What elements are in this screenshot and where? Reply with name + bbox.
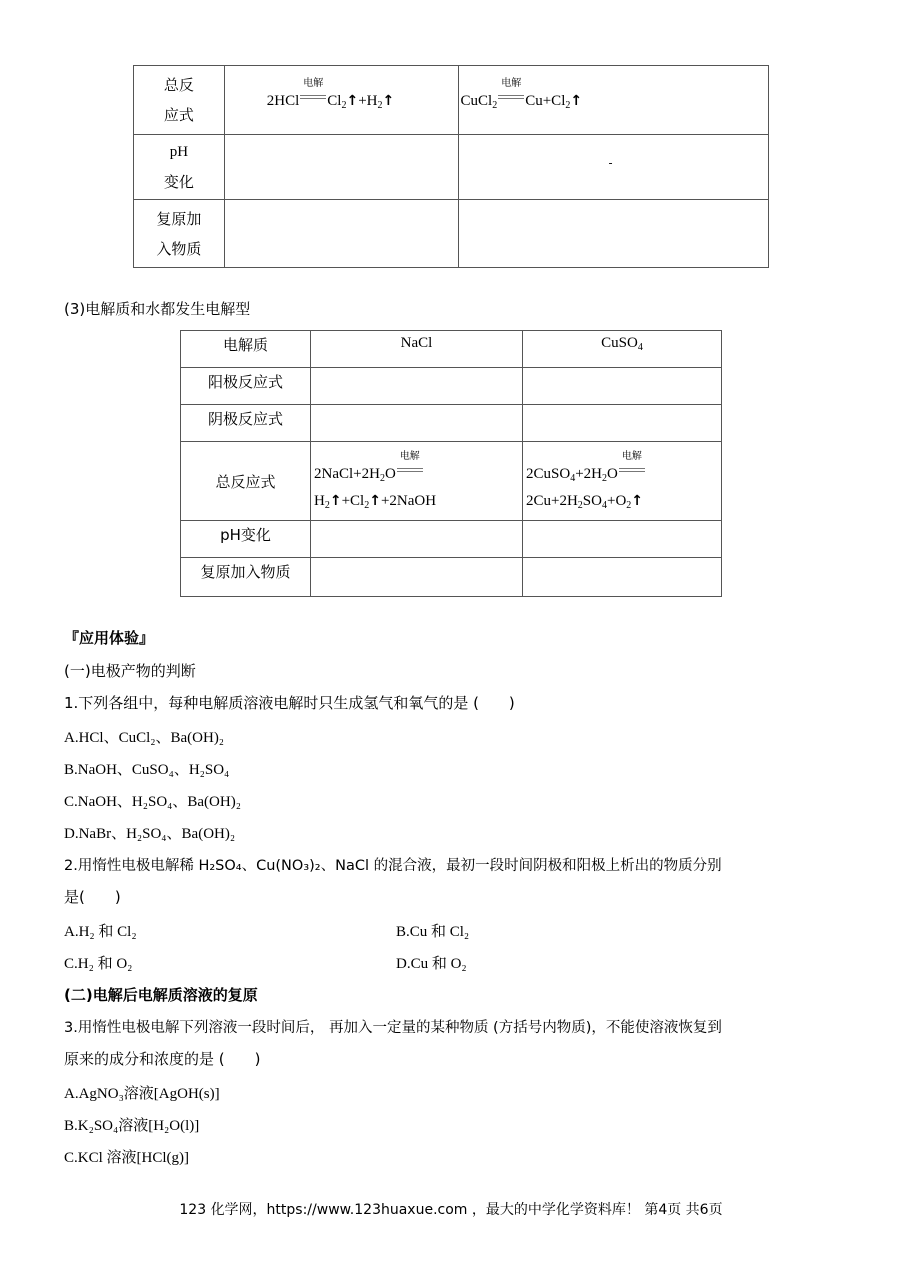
eq-sub: 2	[377, 100, 383, 111]
gas-up-arrow-icon: ↑	[382, 93, 395, 109]
gas-up-arrow-icon: ↑	[346, 93, 359, 109]
label-line: 入物质	[156, 239, 202, 258]
q3-option-b: B.K₂SO₄溶液[H₂O(l)]	[64, 1118, 200, 1134]
eq-text: 2NaCl+2H	[314, 465, 380, 482]
eq-text: O	[384, 465, 396, 482]
eq-text: Cl	[327, 93, 342, 109]
apply-section-title: 『应用体验』	[64, 629, 155, 647]
electrolysis-condition	[396, 450, 424, 477]
eq-sub: 2	[379, 472, 385, 484]
label-line: pH	[169, 144, 189, 160]
eq-text: O	[606, 465, 618, 482]
eq-text: +2H	[575, 465, 602, 482]
eq-sub: 2	[565, 100, 571, 111]
table-cell	[224, 135, 458, 200]
row-label-restore-substance	[134, 200, 225, 268]
eq-sub: 2	[341, 100, 347, 111]
eq-sub: 4	[601, 499, 607, 511]
table-cell	[458, 135, 768, 200]
electrolysis-table-both	[180, 330, 722, 597]
table-cell	[523, 521, 722, 558]
label-line: 应式	[163, 106, 194, 124]
nacl-total-equation	[311, 442, 523, 521]
table-cell	[523, 558, 722, 597]
subsection-title: (二)电解后电解质溶液的复原	[64, 986, 258, 1004]
row-label-cathode: 阴极反应式	[181, 405, 311, 442]
table-cell	[523, 368, 722, 405]
row-label-anode: 阳极反应式	[181, 368, 311, 405]
gas-up-arrow-icon: ↑	[631, 492, 644, 509]
label-line: 变化	[163, 173, 194, 191]
eq-text: CuSO	[601, 335, 638, 351]
table-row	[181, 558, 722, 597]
q2-option-a: A.H₂ 和 Cl₂	[64, 924, 137, 940]
row-label-ph-change: pH变化	[181, 521, 311, 558]
table-cell	[311, 368, 523, 405]
eq-text: 2Cu+2H	[526, 492, 578, 509]
table-cell	[224, 200, 458, 268]
row-label-restore-substance: 复原加入物质	[181, 558, 311, 597]
eq-text: Cu+Cl	[525, 93, 566, 109]
gas-up-arrow-icon: ↑	[329, 492, 342, 509]
cucl2-total-equation	[458, 66, 768, 135]
header-cuso4	[523, 331, 722, 368]
table-header-row	[181, 331, 722, 368]
electrolysis-condition	[497, 78, 525, 104]
table-row	[181, 442, 722, 521]
electrolysis-condition	[299, 78, 327, 104]
header-nacl: NaCl	[311, 331, 523, 368]
condition-label: 电解	[501, 78, 522, 89]
header-electrolyte: 电解质	[181, 331, 311, 368]
q1-option-a: A.HCl、CuCl₂、Ba(OH)₂	[64, 730, 225, 746]
row-label-total-reaction	[134, 66, 225, 135]
eq-sub: 2	[492, 100, 498, 111]
table-row	[181, 368, 722, 405]
row-label-ph-change	[134, 135, 225, 200]
eq-text: H	[314, 492, 325, 509]
table-row	[181, 405, 722, 442]
eq-sub: 4	[637, 342, 643, 353]
row-label-total-reaction: 总反应式	[181, 442, 311, 521]
electrolysis-condition	[618, 450, 646, 477]
condition-label: 电解	[303, 78, 324, 89]
eq-text: +H	[358, 93, 378, 109]
q3-option-c: C.KCl 溶液[HCl(g)]	[64, 1150, 189, 1166]
q2-option-d: D.Cu 和 O₂	[396, 956, 467, 972]
eq-text: +Cl	[341, 492, 365, 509]
q1-option-b: B.NaOH、CuSO₄、H₂SO₄	[64, 762, 230, 778]
q2-option-c: C.H₂ 和 O₂	[64, 956, 133, 972]
table-row	[134, 200, 769, 268]
eq-text: 2HCl	[266, 93, 300, 109]
q1-option-d: D.NaBr、H₂SO₄、Ba(OH)₂	[64, 826, 236, 842]
gas-up-arrow-icon: ↑	[369, 492, 381, 509]
eq-sub: 2	[626, 499, 632, 511]
table-cell	[311, 558, 523, 597]
eq-text: SO	[582, 492, 602, 509]
question-3-stem: 3.用惰性电极电解下列溶液一段时间后， 再加入一定量的某种物质 (方括号内物质)，不能使溶液恢复到	[64, 1020, 722, 1036]
question-2-stem: 2.用惰性电极电解稀 H₂SO₄、Cu(NO₃)₂、NaCl 的混合液，最初一段时间阴极和阳极上析出的物质分别	[64, 858, 722, 874]
eq-sub: 2	[601, 472, 607, 484]
q3-option-a: A.AgNO₃溶液[AgOH(s)]	[64, 1086, 220, 1102]
label-line: 复原加	[156, 209, 202, 228]
table-cell	[311, 405, 523, 442]
table-row	[181, 521, 722, 558]
table-cell	[523, 405, 722, 442]
electrolysis-table-top	[133, 65, 769, 268]
question-1-stem: 1.下列各组中，每种电解质溶液电解时只生成氢气和氧气的是 ( )	[64, 694, 515, 712]
table-cell	[458, 200, 768, 268]
table-row	[134, 66, 769, 135]
page-footer: 123 化学网，https://www.123huaxue.com ，最大的中学化学资料库！ 第4页 共6页	[179, 1202, 723, 1218]
question-3-stem-cont: 原来的成分和浓度的是 ( )	[64, 1050, 261, 1068]
table-cell	[311, 521, 523, 558]
eq-sub: 2	[364, 499, 370, 511]
eq-text: +2NaOH	[380, 492, 437, 509]
eq-sub: 4	[570, 472, 576, 484]
condition-label: 电解	[399, 450, 420, 462]
q2-option-b: B.Cu 和 Cl₂	[396, 924, 470, 940]
table-row	[134, 135, 769, 200]
question-2-stem-cont: 是( )	[64, 888, 121, 906]
eq-text: 2CuSO	[526, 465, 571, 482]
eq-text: +O	[606, 492, 627, 509]
eq-sub: 2	[324, 499, 330, 511]
cuso4-total-equation	[523, 442, 722, 521]
subsection-title: (一)电极产物的判断	[64, 662, 196, 680]
label-line: 总反	[163, 76, 194, 94]
condition-label: 电解	[621, 450, 642, 462]
section-title: (3)电解质和水都发生电解型	[64, 300, 251, 318]
hcl-total-equation	[224, 66, 458, 135]
gas-up-arrow-icon: ↑	[570, 93, 583, 109]
eq-text: CuCl	[460, 93, 493, 109]
q1-option-c: C.NaOH、H₂SO₄、Ba(OH)₂	[64, 794, 241, 810]
cell-mark: -	[608, 156, 613, 170]
eq-sub: 2	[577, 499, 583, 511]
